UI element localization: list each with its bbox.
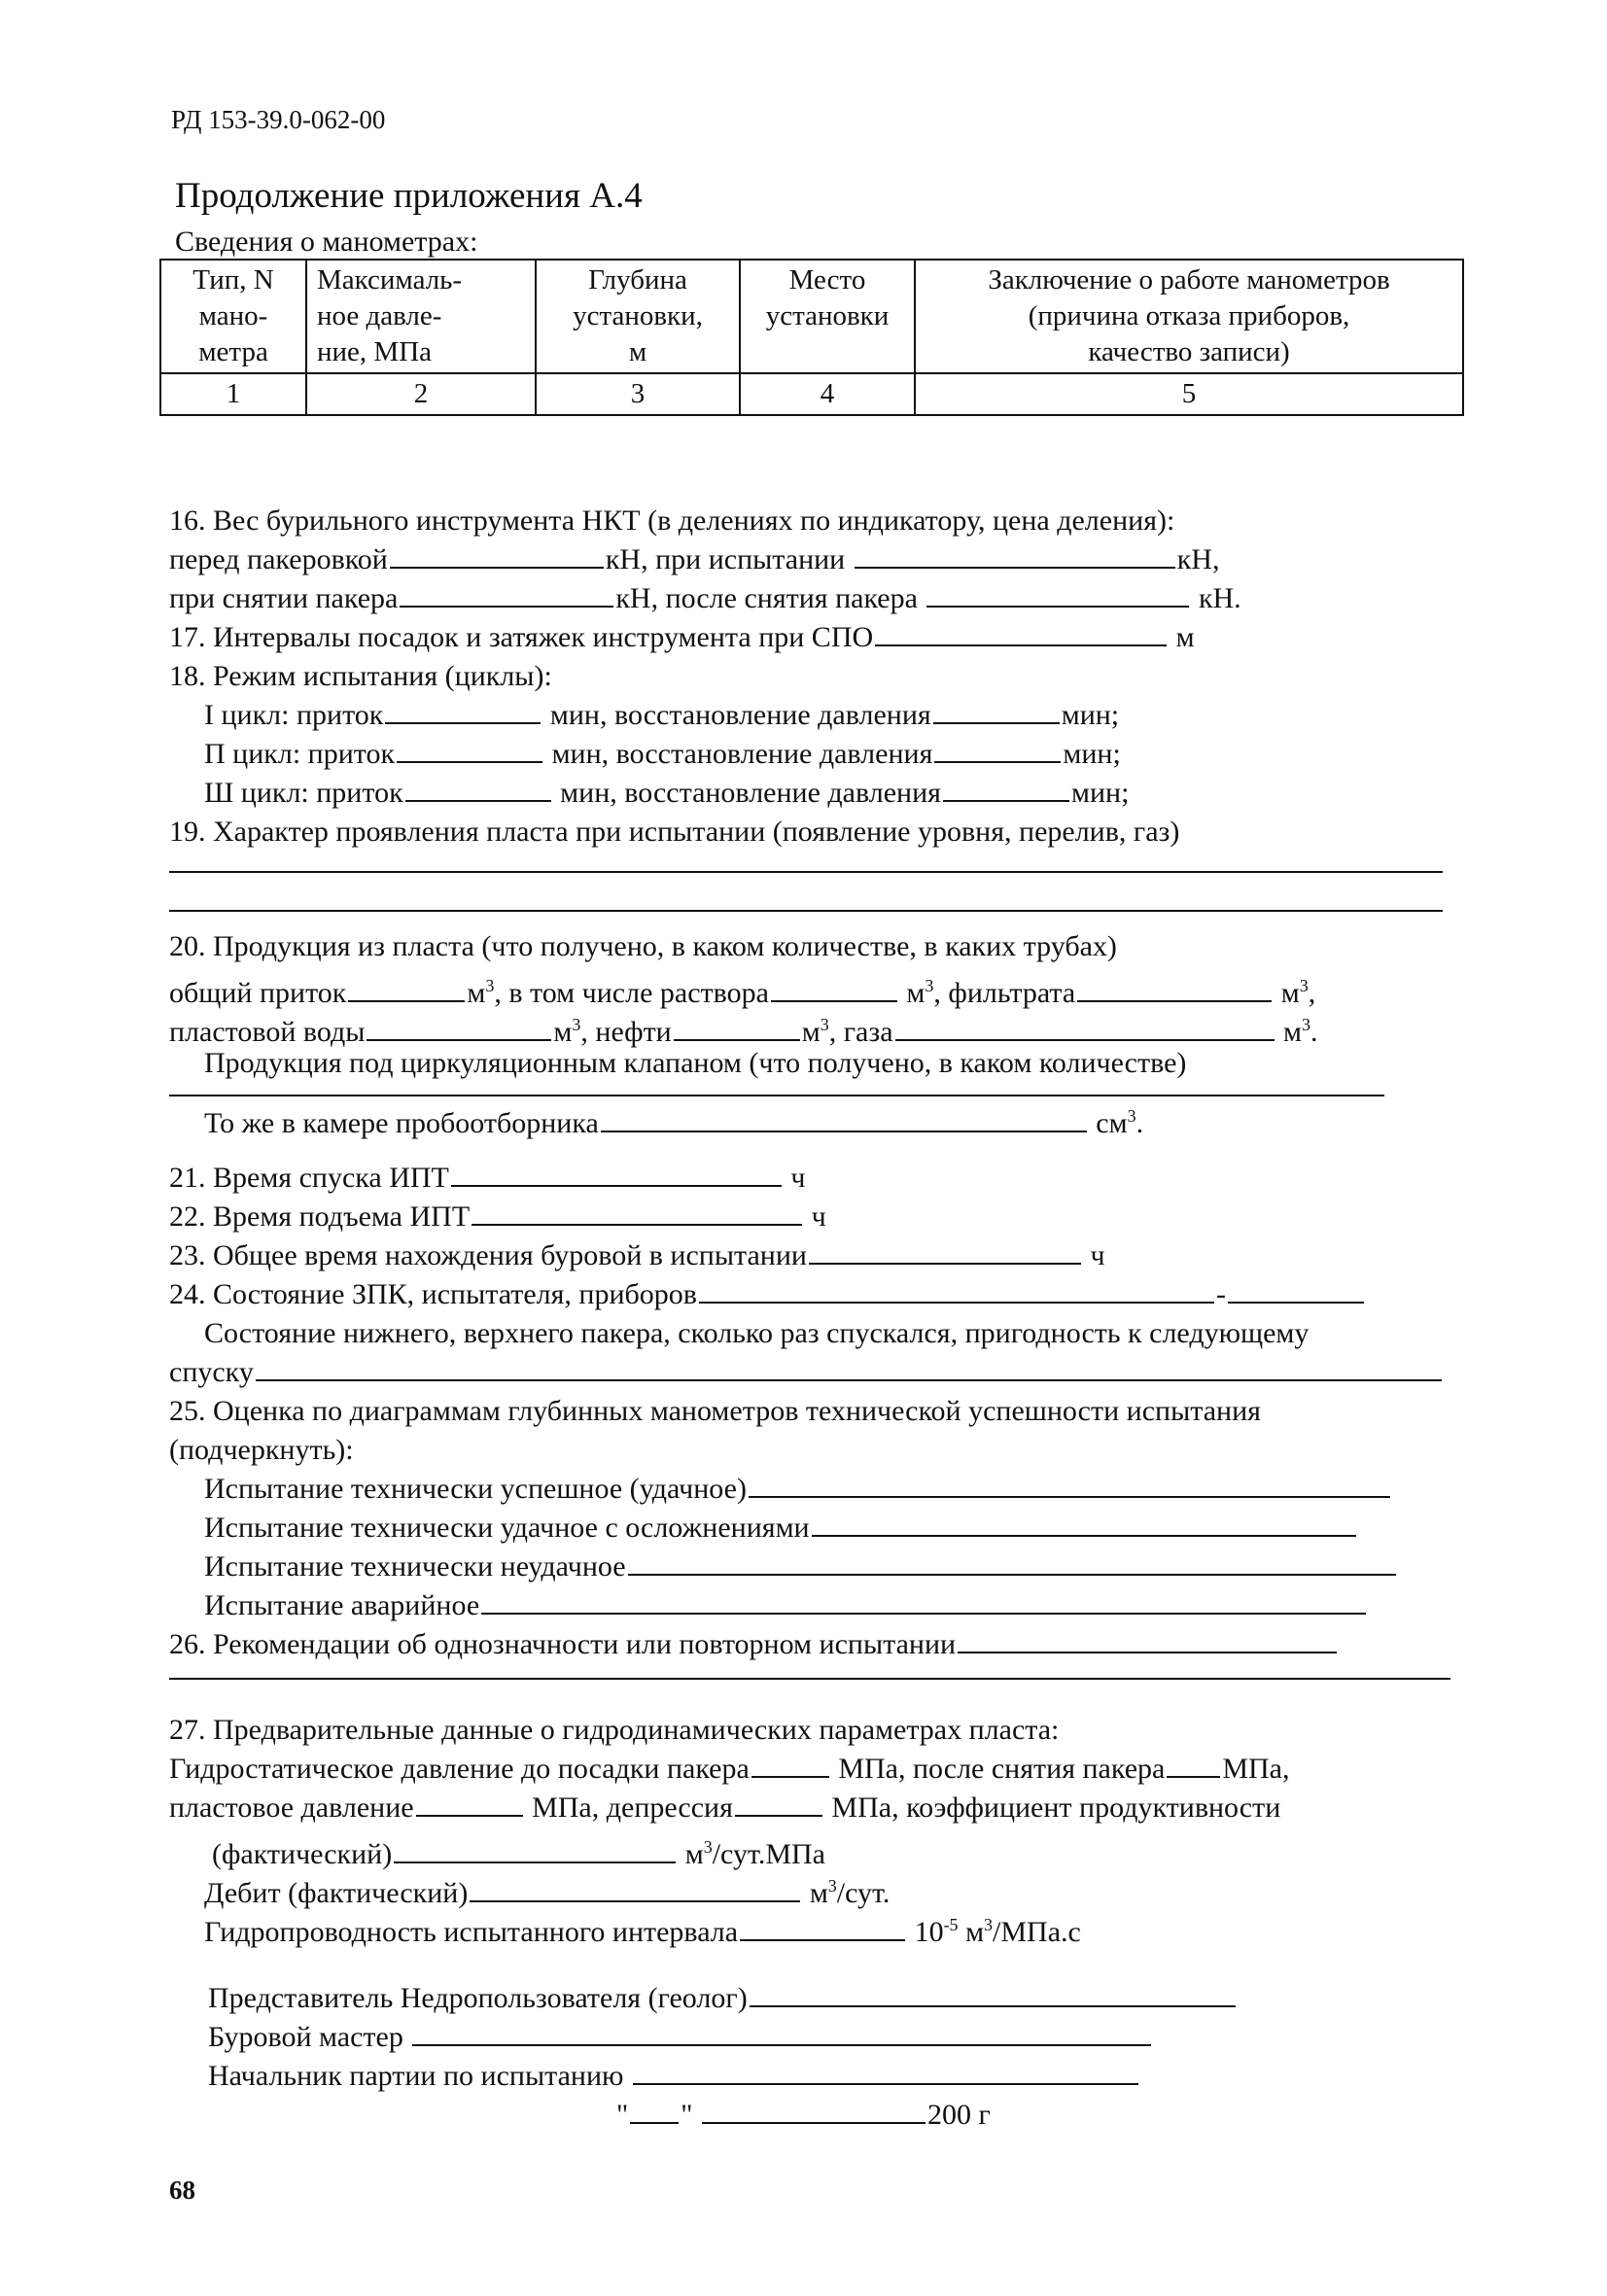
- item25-option-4: Испытание аварийное: [169, 1586, 1472, 1625]
- table-header-cell: Тип, N мано- метра: [160, 260, 306, 373]
- blank-field[interactable]: [405, 775, 551, 802]
- blank-field[interactable]: [875, 619, 1167, 646]
- blank-field[interactable]: [855, 541, 1175, 569]
- blank-field[interactable]: [771, 975, 897, 1002]
- blank-field[interactable]: [385, 697, 541, 724]
- blank-field[interactable]: [472, 1199, 802, 1226]
- document-code: РД 153-39.0-062-00: [171, 105, 386, 134]
- blank-field[interactable]: [933, 697, 1060, 724]
- item22-line: 22. Время подъема ИПТ ч: [169, 1200, 826, 1233]
- item20-line1: общий приток $м^3$, в том числе раствора $м^3$, фильтрата $м^3$,: [169, 976, 1316, 1009]
- table-header-cell: Максималь- ное давле- ние, МПа: [306, 260, 536, 373]
- item25-line2: (подчеркнуть):: [169, 1434, 354, 1466]
- blank-field[interactable]: [394, 1836, 676, 1863]
- item21-line: 21. Время спуска ИПТ ч: [169, 1162, 806, 1194]
- blank-rule[interactable]: [169, 908, 1443, 912]
- table-number-cell: 5: [915, 373, 1463, 415]
- blank-field[interactable]: [699, 1276, 1214, 1304]
- item27-debit: Дебит (фактический) $м^3$/сут.: [204, 1876, 891, 1909]
- blank-field[interactable]: [740, 1914, 905, 1941]
- blank-field[interactable]: [400, 580, 613, 608]
- blank-field[interactable]: [390, 541, 604, 569]
- table-header-cell: Заключение о работе манометров (причина отказа приборов, качество записи): [915, 260, 1463, 373]
- item19-line: 19. Характер проявления пласта при испытании (появление уровня, перелив, газ): [169, 816, 1180, 848]
- item18-cycle-2: П цикл: приток мин, восстановление давления мин;: [204, 738, 1121, 770]
- item18-title: 18. Режим испытания (циклы):: [169, 660, 552, 692]
- item20: [169, 927, 1472, 1139]
- date-month-field[interactable]: [702, 2097, 926, 2124]
- blank-field[interactable]: [674, 1014, 800, 1041]
- blank-field[interactable]: [348, 975, 465, 1002]
- item20-circ-valve: Продукция под циркуляционным клапаном (что получено, в каком количестве): [204, 1047, 1187, 1079]
- item27-title: 27. Предварительные данные о гидродинамических параметрах пласта:: [169, 1714, 1060, 1746]
- item16-title: 16. Вес бурильного инструмента НКТ (в делениях по индикатору, цена деления):: [169, 504, 1175, 537]
- blank-field[interactable]: [416, 1790, 523, 1817]
- signature-field[interactable]: [750, 1980, 1236, 2007]
- date-day-field[interactable]: [630, 2097, 679, 2124]
- blank-field[interactable]: [1077, 975, 1272, 1002]
- item20-sampler: То же в камере пробоотборника $см^3$.: [204, 1106, 1144, 1139]
- items-21-26: [169, 1159, 1472, 1680]
- sig-party-chief: Начальник партии по испытанию: [208, 2057, 1511, 2096]
- item27: [169, 1711, 1472, 1948]
- item18-cycle-3: Ш цикл: приток мин, восстановление давления мин;: [204, 777, 1130, 809]
- item24-packer-line2: спуску: [169, 1353, 1472, 1392]
- blank-field[interactable]: [397, 736, 542, 763]
- items-16-19: [169, 502, 1472, 912]
- continuation-title: Продолжение приложения А.4: [175, 176, 643, 216]
- table-number-cell: 1: [160, 373, 306, 415]
- blank-field[interactable]: [958, 1626, 1337, 1653]
- blank-field[interactable]: [481, 1587, 1366, 1615]
- item20-title: 20. Продукция из пласта (что получено, в каком количестве, в каких трубах): [169, 930, 1117, 962]
- blank-field[interactable]: [926, 580, 1189, 608]
- blank-field[interactable]: [451, 1160, 782, 1187]
- table-header-cell: Глубина установки, м: [536, 260, 740, 373]
- blank-field[interactable]: [367, 1014, 551, 1041]
- table-number-cell: 3: [536, 373, 740, 415]
- item25-option-3: Испытание технически неудачное: [169, 1548, 1472, 1586]
- item27-line2: пластовое давление МПа, депрессия МПа, коэффициент продуктивности: [169, 1792, 1281, 1824]
- item23-line: 23. Общее время нахождения буровой в испытании ч: [169, 1239, 1105, 1271]
- blank-field[interactable]: [1228, 1276, 1364, 1304]
- item26-line: 26. Рекомендации об однозначности или повторном испытании: [169, 1625, 1472, 1664]
- blank-field[interactable]: [735, 1790, 822, 1817]
- blank-field[interactable]: [628, 1548, 1396, 1576]
- sig-drilling-master: Буровой мастер: [208, 2018, 1511, 2057]
- table-header-row: [160, 260, 1463, 373]
- sig-date: " " 200 г: [616, 2099, 991, 2131]
- blank-field[interactable]: [470, 1875, 800, 1902]
- gauges-table: [159, 259, 1464, 416]
- item27-line3: (фактический) $м^3/сут.МПа$: [212, 1837, 825, 1870]
- blank-field[interactable]: [751, 1751, 829, 1778]
- item25-option-1: Испытание технически успешное (удачное): [169, 1470, 1472, 1509]
- item18-cycle-1: I цикл: приток мин, восстановление давления мин;: [204, 699, 1120, 731]
- blank-field[interactable]: [809, 1237, 1081, 1265]
- item20-line2: пластовой воды $м^3$, нефти $м^3$, газа $м^3$.: [169, 1015, 1318, 1048]
- blank-field[interactable]: [934, 736, 1061, 763]
- blank-field[interactable]: [895, 1014, 1275, 1041]
- item25-line1: 25. Оценка по диаграммам глубинных манометров технической успешности испытания: [169, 1395, 1261, 1427]
- table-caption: Сведения о манометрах:: [175, 226, 478, 258]
- signature-field[interactable]: [633, 2058, 1138, 2085]
- table-number-cell: 2: [306, 373, 536, 415]
- blank-field[interactable]: [812, 1510, 1356, 1537]
- table-number-row: [160, 373, 1463, 415]
- page-number: 68: [169, 2175, 195, 2205]
- blank-field[interactable]: [943, 775, 1069, 802]
- sig-representative: Представитель Недропользователя (геолог): [208, 1979, 1511, 2018]
- item24-packer-line1: Состояние нижнего, верхнего пакера, сколько раз спускался, пригодность к следующему: [204, 1317, 1310, 1349]
- blank-field[interactable]: [1167, 1751, 1220, 1778]
- item27-line1: Гидростатическое давление до посадки пакера МПа, после снятия пакера МПа,: [169, 1753, 1290, 1785]
- blank-rule[interactable]: [169, 1676, 1450, 1680]
- item25-option-2: Испытание технически удачное с осложнениями: [169, 1509, 1472, 1548]
- item24-line: 24. Состояние ЗПК, испытателя, приборов -: [169, 1275, 1472, 1314]
- blank-field[interactable]: [601, 1105, 1087, 1132]
- item16-line2: при снятии пакера кН, после снятия пакера кН.: [169, 582, 1241, 614]
- item17-line: 17. Интервалы посадок и затяжек инструмента при СПО м: [169, 621, 1195, 653]
- table-number-cell: 4: [740, 373, 915, 415]
- signature-field[interactable]: [412, 2019, 1151, 2046]
- signatures: [208, 1979, 1511, 2135]
- item16-line1: перед пакеровкой кН, при испытании кН,: [169, 543, 1220, 575]
- table-header-cell: Место установки: [740, 260, 915, 373]
- blank-field[interactable]: [256, 1354, 1442, 1381]
- item27-hydro: Гидропроводность испытанного интервала $10^{-5}$ $м^3/МПа.с$: [204, 1915, 1081, 1948]
- blank-field[interactable]: [749, 1471, 1390, 1498]
